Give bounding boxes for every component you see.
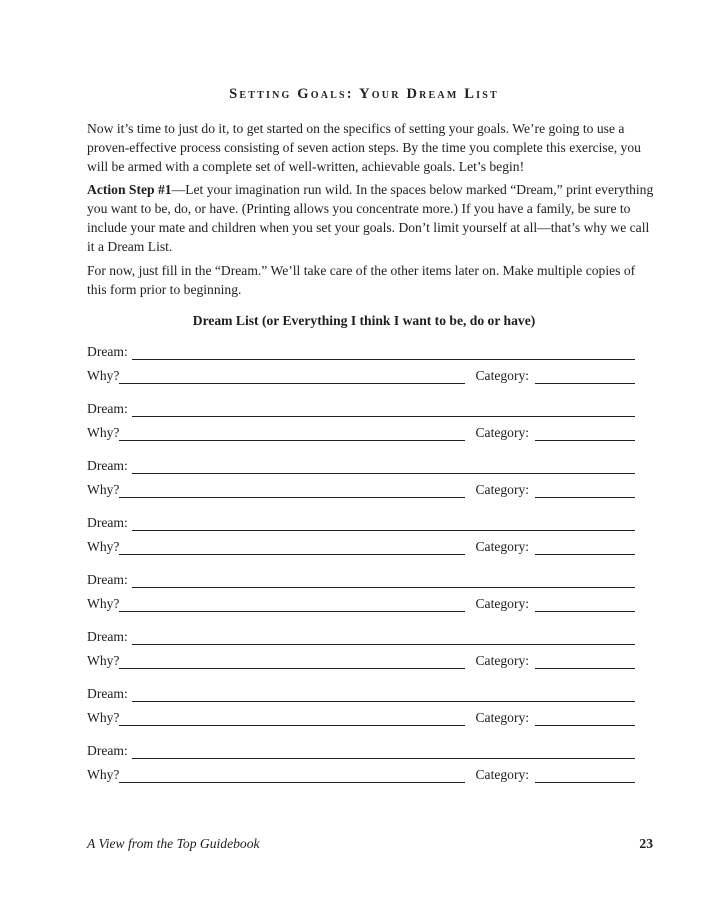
why-line	[87, 537, 635, 555]
page-number: 23	[639, 836, 653, 851]
why-blank[interactable]	[119, 769, 465, 783]
why-line	[87, 480, 635, 498]
dream-blank[interactable]	[132, 403, 635, 417]
dream-blank[interactable]	[132, 346, 635, 360]
why-blank[interactable]	[119, 712, 465, 726]
dream-line	[87, 684, 635, 702]
why-label: Why?	[87, 425, 120, 440]
dream-line	[87, 456, 635, 474]
dream-blank[interactable]	[132, 460, 635, 474]
why-line	[87, 651, 635, 669]
category-blank[interactable]	[535, 541, 635, 555]
dream-entry	[87, 399, 637, 456]
why-label: Why?	[87, 596, 120, 611]
why-line	[87, 594, 635, 612]
dream-list-heading: Dream List (or Everything I think I want to be, do or have)	[192, 313, 536, 328]
dream-label: Dream:	[87, 572, 128, 587]
dream-label: Dream:	[87, 515, 128, 530]
dream-label: Dream:	[87, 458, 128, 473]
dream-line	[87, 627, 635, 645]
why-line	[87, 366, 635, 384]
why-label: Why?	[87, 482, 120, 497]
category-label: Category:	[475, 767, 530, 782]
category-label: Category:	[475, 425, 530, 440]
dream-label: Dream:	[87, 629, 128, 644]
why-line	[87, 423, 635, 441]
dream-entry	[87, 741, 637, 798]
action-step-paragraph	[87, 180, 657, 256]
why-blank[interactable]	[119, 598, 465, 612]
category-blank[interactable]	[535, 655, 635, 669]
footer-book-title: A View from the Top Guidebook	[87, 836, 260, 851]
why-label: Why?	[87, 368, 120, 383]
action-step-label: Action Step #1	[87, 182, 172, 197]
dream-blank[interactable]	[132, 745, 635, 759]
dream-label: Dream:	[87, 743, 128, 758]
dream-entries	[87, 342, 637, 798]
why-blank[interactable]	[119, 655, 465, 669]
category-blank[interactable]	[535, 769, 635, 783]
dream-blank[interactable]	[132, 688, 635, 702]
category-label: Category:	[475, 368, 530, 383]
why-blank[interactable]	[119, 484, 465, 498]
category-blank[interactable]	[535, 370, 635, 384]
why-blank[interactable]	[119, 370, 465, 384]
dream-entry	[87, 342, 637, 399]
dream-blank[interactable]	[132, 631, 635, 645]
why-line	[87, 708, 635, 726]
why-label: Why?	[87, 767, 120, 782]
dream-label: Dream:	[87, 344, 128, 359]
dream-blank[interactable]	[132, 517, 635, 531]
category-label: Category:	[475, 653, 530, 668]
dream-line	[87, 570, 635, 588]
category-blank[interactable]	[535, 712, 635, 726]
dream-entry	[87, 627, 637, 684]
category-label: Category:	[475, 539, 530, 554]
why-line	[87, 765, 635, 783]
intro-paragraph: Now it’s time to just do it, to get started on the specifics of setting your goals. We’re going to use a proven-effective process consisting of seven action steps. By the time you complete this exercise, you will be armed with a complete set of well-written, achievable goals. Let’s begin!	[87, 121, 641, 174]
category-label: Category:	[475, 596, 530, 611]
dream-line	[87, 741, 635, 759]
category-label: Category:	[475, 482, 530, 497]
dream-label: Dream:	[87, 401, 128, 416]
dream-entry	[87, 684, 637, 741]
dream-entry	[87, 570, 637, 627]
dream-label: Dream:	[87, 686, 128, 701]
category-blank[interactable]	[535, 598, 635, 612]
why-label: Why?	[87, 539, 120, 554]
why-blank[interactable]	[119, 541, 465, 555]
dream-blank[interactable]	[132, 574, 635, 588]
action-step-text: —Let your imagination run wild. In the spaces below marked “Dream,” print everything you want to be, do, or have. (Printing allows you concentrate more.) If you have a family, be sure to include your mate and children when you set your goals. Don’t limit yourself at all—that’s why we call it a Dream List.	[87, 182, 654, 254]
dream-entry	[87, 456, 637, 513]
why-blank[interactable]	[119, 427, 465, 441]
category-label: Category:	[475, 710, 530, 725]
category-blank[interactable]	[535, 484, 635, 498]
category-blank[interactable]	[535, 427, 635, 441]
dream-line	[87, 513, 635, 531]
dream-line	[87, 399, 635, 417]
why-label: Why?	[87, 653, 120, 668]
why-label: Why?	[87, 710, 120, 725]
instructions-paragraph: For now, just fill in the “Dream.” We’ll take care of the other items later on. Make multiple copies of this form prior to beginning.	[87, 263, 636, 297]
dream-entry	[87, 513, 637, 570]
page-title: Setting Goals: Your Dream List	[229, 86, 499, 102]
dream-line	[87, 342, 635, 360]
